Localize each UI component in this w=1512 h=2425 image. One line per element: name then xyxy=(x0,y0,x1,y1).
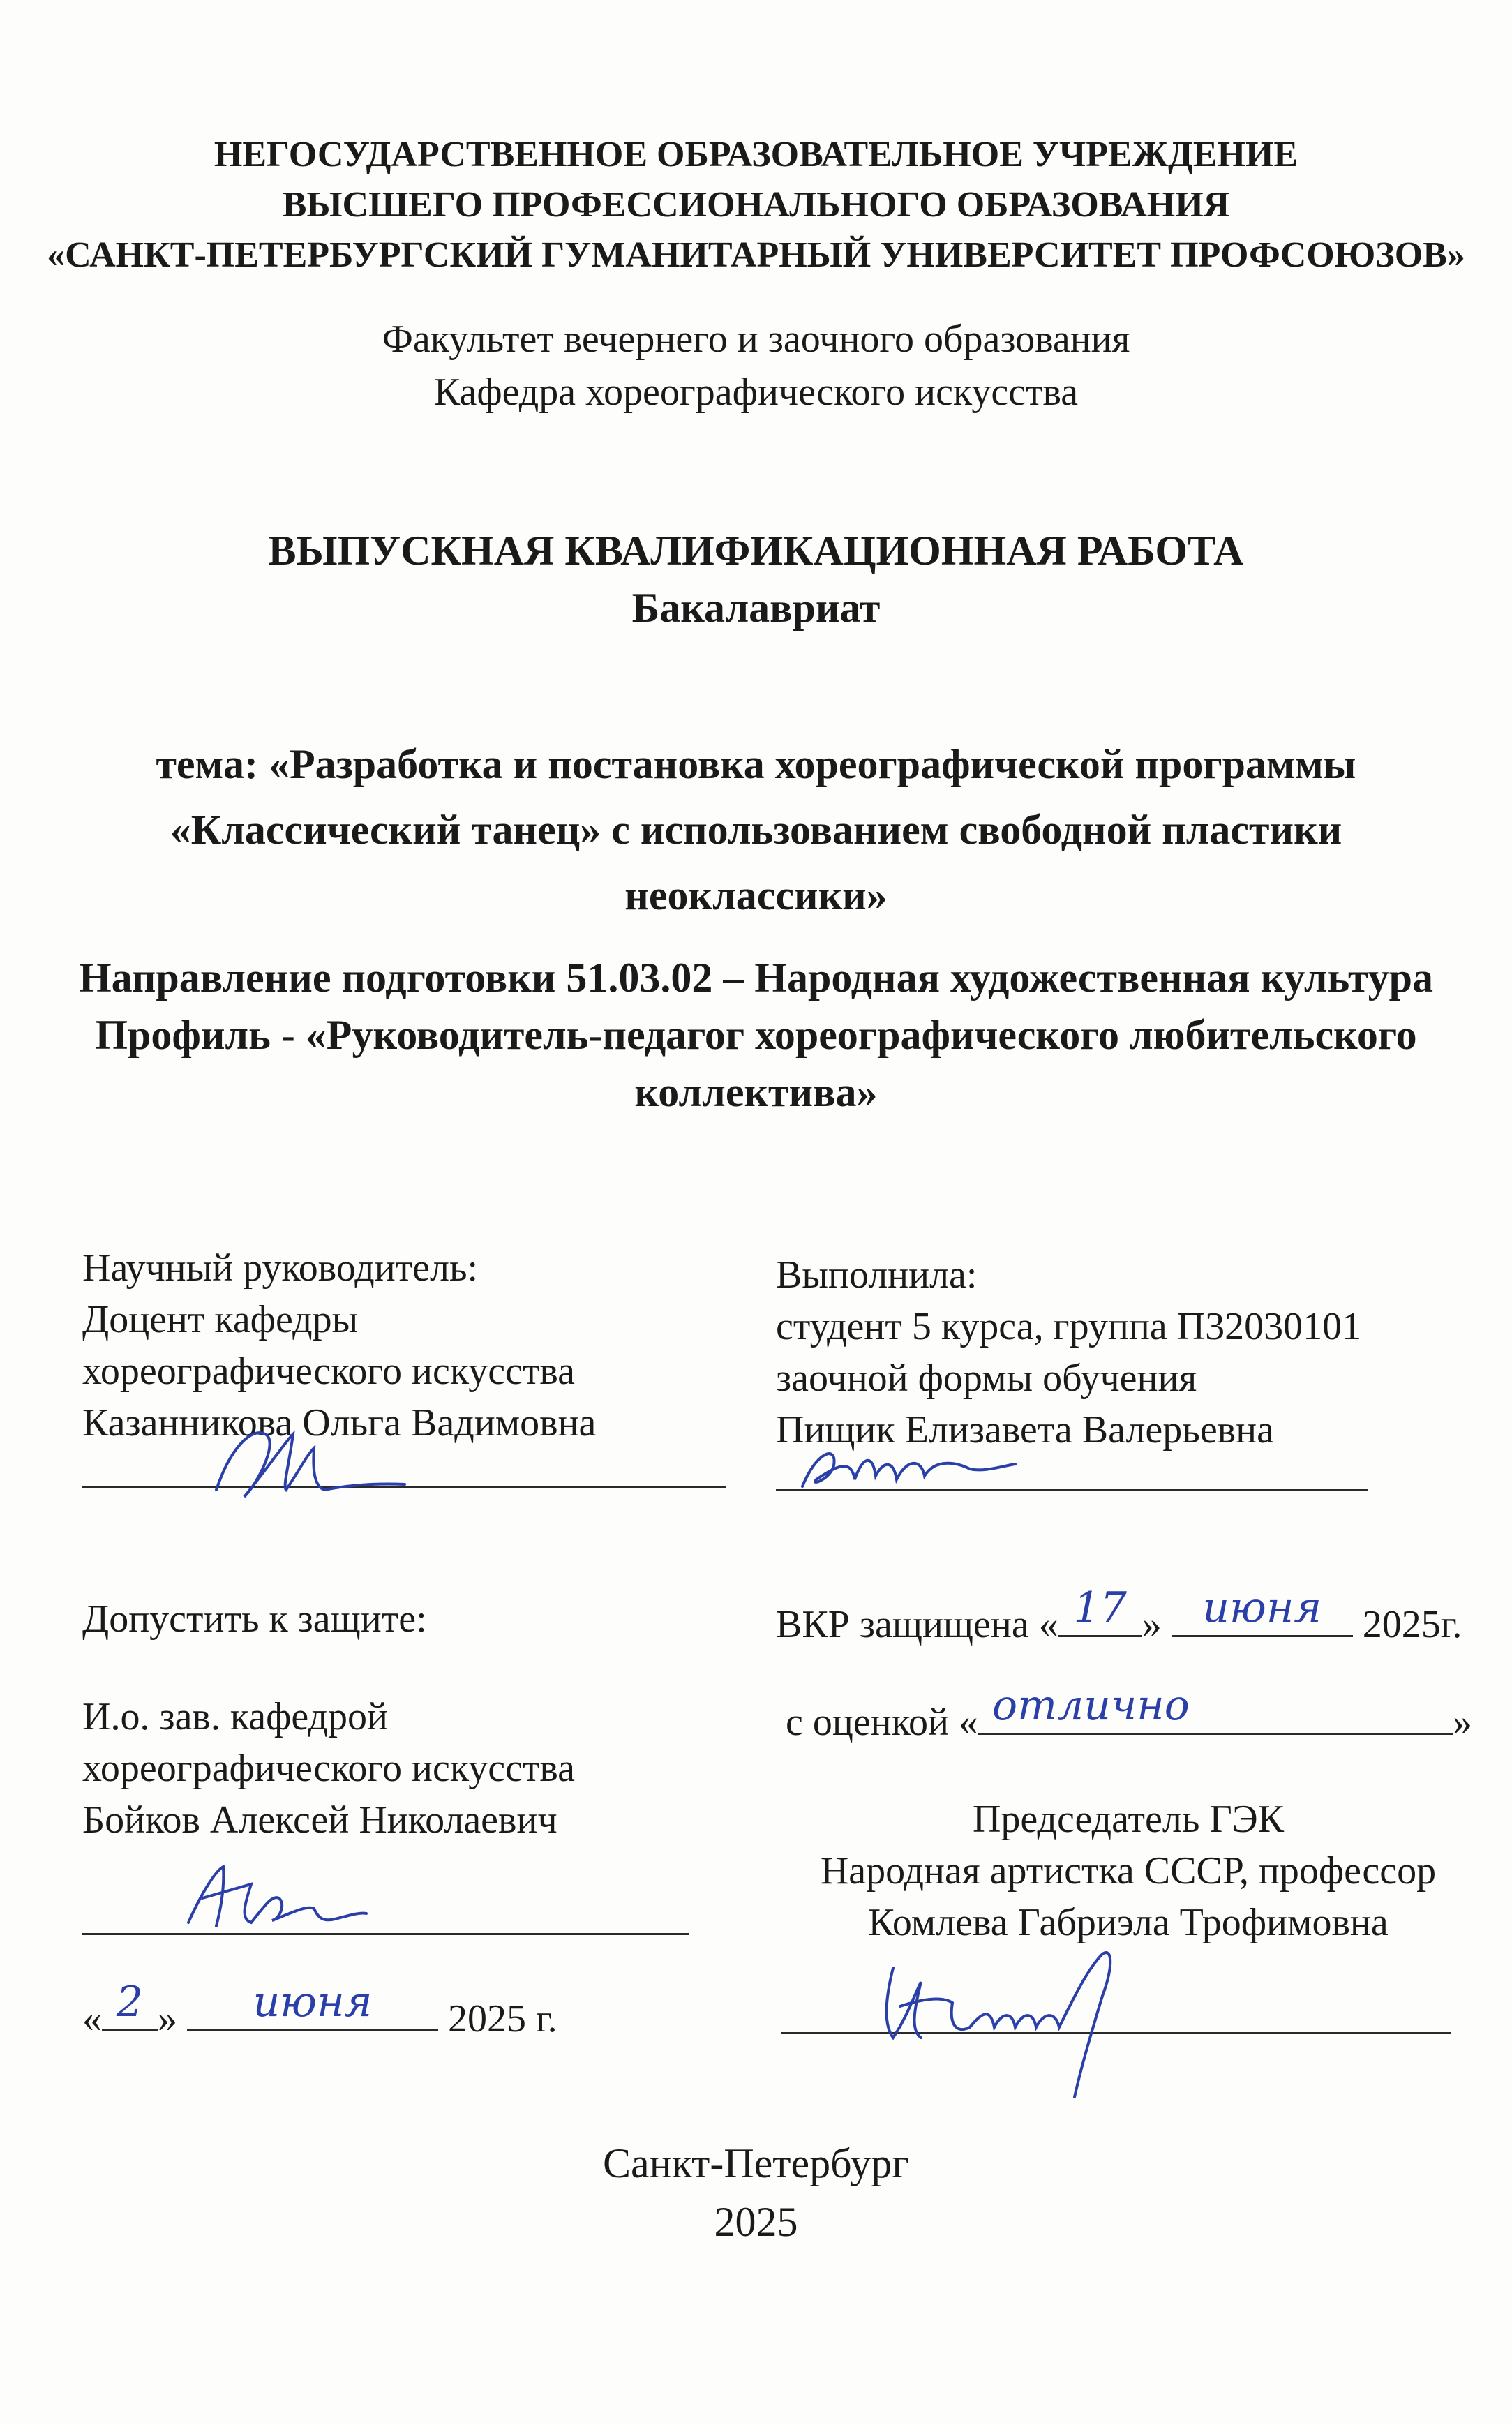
faculty-name: Факультет вечернего и заочного образования xyxy=(382,318,1130,361)
topic-line-2: «Классический танец» с использованием свободной пластики xyxy=(170,807,1342,853)
student-line-2: заочной формы обучения xyxy=(776,1357,1197,1400)
direction-line-1: Направление подготовки 51.03.02 – Народная художественная культура xyxy=(78,955,1434,1001)
admission-name: Бойков Алексей Николаевич xyxy=(82,1798,557,1842)
footer-city: Санкт-Петербург xyxy=(603,2140,909,2186)
institution-header xyxy=(0,130,1512,281)
grade-value: отлично xyxy=(991,1681,1190,1730)
direction-block xyxy=(0,949,1512,1121)
defense-month-field xyxy=(1172,1583,1353,1637)
defense-date xyxy=(776,1583,1462,1650)
admission-signature-line xyxy=(82,1933,689,1935)
topic-line-3: неоклассики» xyxy=(624,872,888,918)
student-block xyxy=(776,1249,1361,1456)
topic-block xyxy=(0,731,1512,928)
supervisor-position-2: хореографического искусства xyxy=(82,1350,575,1393)
admission-year: 2025 г. xyxy=(448,1997,557,2040)
admission-date-open: « xyxy=(82,1997,102,2040)
admission-position-2: хореографического искусства xyxy=(82,1747,575,1790)
institution-line-3: «САНКТ-ПЕТЕРБУРГСКИЙ ГУМАНИТАРНЫЙ УНИВЕРСИТЕТ ПРОФСОЮЗОВ» xyxy=(47,235,1465,275)
chairman-name: Комлева Габриэла Трофимовна xyxy=(868,1901,1389,1944)
admission-label: Допустить к защите: xyxy=(82,1597,427,1641)
defense-year: 2025г. xyxy=(1362,1603,1462,1646)
direction-line-2: Профиль - «Руководитель-педагог хореографического любительского xyxy=(95,1012,1417,1058)
institution-line-1: НЕГОСУДАРСТВЕННОЕ ОБРАЗОВАТЕЛЬНОЕ УЧРЕЖДЕНИЕ xyxy=(214,135,1298,174)
supervisor-name: Казанникова Ольга Вадимовна xyxy=(82,1401,597,1445)
defense-day-field xyxy=(1058,1583,1142,1637)
chairman-rank: Народная артистка СССР, профессор xyxy=(820,1849,1437,1893)
footer-year: 2025 xyxy=(714,2199,798,2245)
supervisor-position-1: Доцент кафедры xyxy=(82,1298,359,1341)
student-label: Выполнила: xyxy=(776,1253,978,1297)
grade-field xyxy=(978,1681,1453,1735)
defense-label: ВКР защищена « xyxy=(776,1603,1058,1646)
admission-block xyxy=(82,1691,575,1846)
chairman-title: Председатель ГЭК xyxy=(972,1798,1285,1841)
admission-signature xyxy=(174,1856,370,1933)
faculty-block xyxy=(0,313,1512,419)
admission-day-field xyxy=(102,1978,158,2031)
chairman-signature xyxy=(872,1940,1165,2107)
defense-day: 17 xyxy=(1073,1583,1127,1632)
student-name: Пищик Елизавета Валерьевна xyxy=(776,1408,1274,1452)
admission-day: 2 xyxy=(116,1978,144,2027)
defense-close-quote: » xyxy=(1142,1603,1162,1646)
footer xyxy=(0,2134,1512,2251)
admission-month: июня xyxy=(253,1978,373,2027)
admission-label-block xyxy=(82,1593,427,1645)
supervisor-signature xyxy=(202,1420,412,1504)
supervisor-block xyxy=(82,1242,596,1449)
admission-date-close: » xyxy=(158,1997,177,2040)
admission-date xyxy=(82,1978,557,2045)
topic-line-1: тема: «Разработка и постановка хореографической программы xyxy=(156,741,1356,787)
department-name: Кафедра хореографического искусства xyxy=(433,371,1079,414)
admission-position-1: И.о. зав. кафедрой xyxy=(82,1695,388,1738)
work-type: ВЫПУСКНАЯ КВАЛИФИКАЦИОННАЯ РАБОТА xyxy=(268,528,1244,574)
degree: Бакалавриат xyxy=(631,585,881,631)
defense-month: июня xyxy=(1202,1583,1322,1632)
student-signature xyxy=(795,1438,1019,1500)
chairman-block xyxy=(776,1793,1481,1948)
supervisor-label: Научный руководитель: xyxy=(82,1246,479,1290)
grade-close: » xyxy=(1452,1701,1472,1744)
defense-grade xyxy=(786,1681,1472,1748)
student-line-1: студент 5 курса, группа П32030101 xyxy=(776,1305,1362,1348)
work-title xyxy=(0,522,1512,636)
institution-line-2: ВЫСШЕГО ПРОФЕССИОНАЛЬНОГО ОБРАЗОВАНИЯ xyxy=(282,185,1230,225)
direction-line-3: коллектива» xyxy=(634,1069,878,1115)
grade-label: с оценкой « xyxy=(786,1701,978,1744)
admission-month-field xyxy=(187,1978,438,2031)
